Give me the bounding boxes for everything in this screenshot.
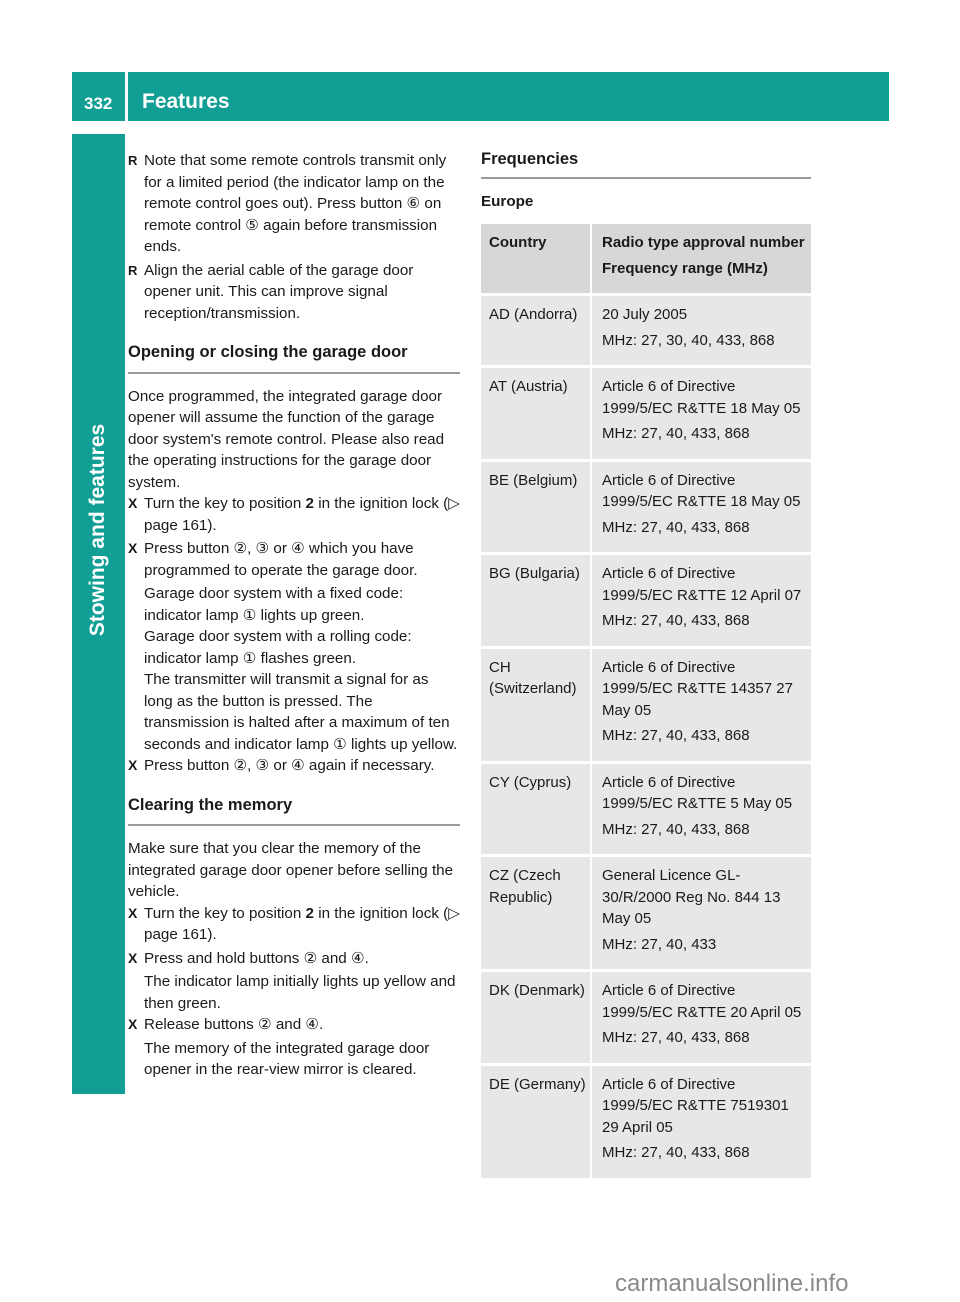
header-approval [590,224,811,293]
step-text: Turn the key to position [144,495,306,512]
note-item [128,150,460,258]
step-item [128,1014,460,1036]
table-row [481,857,811,972]
step-text: Press button ②, ③ or ④ which you have programmed to operate the garage door. [144,540,418,579]
frequency-text: MHz: 27, 40, 433 [602,935,717,953]
table-row [481,555,811,649]
step-item [128,493,460,536]
cell-country: BG (Bulgaria) [489,565,580,582]
page-title: Features [128,72,889,121]
cell-approval [590,972,811,1063]
header-frequency-label: Frequency range (MHz) [602,259,768,277]
cell-country: AD (Andorra) [489,306,578,323]
cell-country: CH (Switzerland) [489,658,577,697]
cell-approval [590,555,811,646]
table-row [481,462,811,556]
frequency-text: MHz: 27, 40, 433, 868 [602,518,750,536]
step-marker: X [128,495,138,511]
step-item [128,903,460,946]
step-text: in the ignition lock (▷ page 161). [144,495,460,534]
table-body [481,296,811,1181]
ignition-position: 2 [305,495,314,512]
header-country: Country [489,234,547,251]
frequencies-heading: Frequencies [481,150,811,179]
cell-approval [590,462,811,553]
ignition-position: 2 [305,904,314,922]
approval-text: Article 6 of Directive 1999/5/EC R&TTE 20 April 05 [602,982,802,1021]
step-text: Press button ②, ③ or ④ again if necessary. [144,757,435,774]
approval-text: Article 6 of Directive 1999/5/EC R&TTE 7519301 29 April 05 [602,1075,789,1136]
cell-approval [590,296,811,365]
cell-country: BE (Belgium) [489,471,578,489]
step-text: Turn the key to position [144,904,306,922]
frequency-text: MHz: 27, 40, 433, 868 [602,727,750,744]
step-marker: X [128,540,138,556]
approval-text: Article 6 of Directive 1999/5/EC R&TTE 18 May 05 [602,471,801,510]
table-row [481,1066,811,1181]
section-heading-garage-door: Opening or closing the garage door [128,342,460,374]
watermark: carmanualsonline.info [615,1270,849,1297]
table-row [481,296,811,368]
bullet-marker: R [128,262,138,278]
section-intro: Make sure that you clear the memory of the integrated garage door opener before selling the vehicle. [128,840,454,900]
note-text: Align the aerial cable of the garage door opener unit. This can improve signal reception/transmission. [144,261,414,322]
step-text: in the ignition lock (▷ page 161). [144,904,460,943]
cell-country: AT (Austria) [489,378,568,395]
region-label: Europe [481,193,534,210]
frequency-text: MHz: 27, 40, 433, 868 [602,612,750,629]
header-approval-label: Radio type approval number [602,234,805,251]
page-number: 332 [72,72,125,121]
step-marker: X [128,757,138,773]
frequency-text: MHz: 27, 40, 433, 868 [602,820,750,838]
step-text: Press and hold buttons ② and ④. [144,949,369,967]
section-heading-clearing-memory: Clearing the memory [128,795,460,827]
approval-text: 20 July 2005 [602,306,688,323]
approval-text: Article 6 of Directive 1999/5/EC R&TTE 18 May 05 [602,378,801,417]
table-row [481,368,811,462]
cell-approval [590,857,811,969]
cell-country: CY (Cyprus) [489,773,572,791]
cell-country: DK (Denmark) [489,982,585,999]
step-item [128,538,460,581]
bullet-marker: R [128,153,138,168]
right-column [481,150,811,1181]
approval-text: General Licence GL-30/R/2000 Reg No. 844 13 May 05 [602,867,781,927]
section-intro: Once programmed, the integrated garage door opener will assume the function of the garage door system's remote control. Please also read the operating instructions for the garage door system. [128,387,445,491]
step-marker: X [128,904,138,921]
cell-approval [590,764,811,855]
side-tab-label: Stowing and features [86,423,109,637]
cell-approval [590,368,811,459]
approval-text: Article 6 of Directive 1999/5/EC R&TTE 12 April 07 [602,565,802,604]
step-detail: The transmitter will transmit a signal for as long as the button is pressed. The transmission is halted after a maximum of ten seconds and indicator lamp ① lights up yellow. [144,671,458,753]
step-detail: The indicator lamp initially lights up yellow and then green. [144,973,456,1012]
left-column [128,150,460,1081]
note-item [128,260,460,325]
cell-approval [590,1066,811,1178]
cell-country: DE (Germany) [489,1075,586,1093]
step-item [128,755,460,777]
frequency-text: MHz: 27, 40, 433, 868 [602,1144,750,1161]
table-row [481,972,811,1066]
step-detail: Garage door system with a fixed code: indicator lamp ① lights up green. [144,585,404,624]
table-header-row [481,224,811,296]
step-text: Release buttons ② and ④. [144,1016,324,1033]
cell-country: CZ (Czech Republic) [489,867,561,906]
step-marker: X [128,1016,138,1032]
approval-text: Article 6 of Directive 1999/5/EC R&TTE 5 May 05 [602,773,793,812]
table-row [481,649,811,764]
step-detail: The memory of the integrated garage door opener in the rear-view mirror is cleared. [144,1039,430,1078]
note-text: Note that some remote controls transmit only for a limited period (the indicator lamp on the remote control goes out). Press button ⑥ on remote control ⑤ again before transmission ends. [144,152,447,255]
step-marker: X [128,949,138,966]
approval-text: Article 6 of Directive 1999/5/EC R&TTE 14357 27 May 05 [602,658,793,719]
table-row [481,764,811,858]
frequency-text: MHz: 27, 40, 433, 868 [602,1029,750,1046]
frequency-text: MHz: 27, 40, 433, 868 [602,425,750,442]
frequency-table [481,224,811,1181]
step-item [128,948,460,970]
frequency-text: MHz: 27, 30, 40, 433, 868 [602,331,775,349]
cell-approval [590,649,811,761]
step-detail: Garage door system with a rolling code: indicator lamp ① flashes green. [144,628,412,667]
